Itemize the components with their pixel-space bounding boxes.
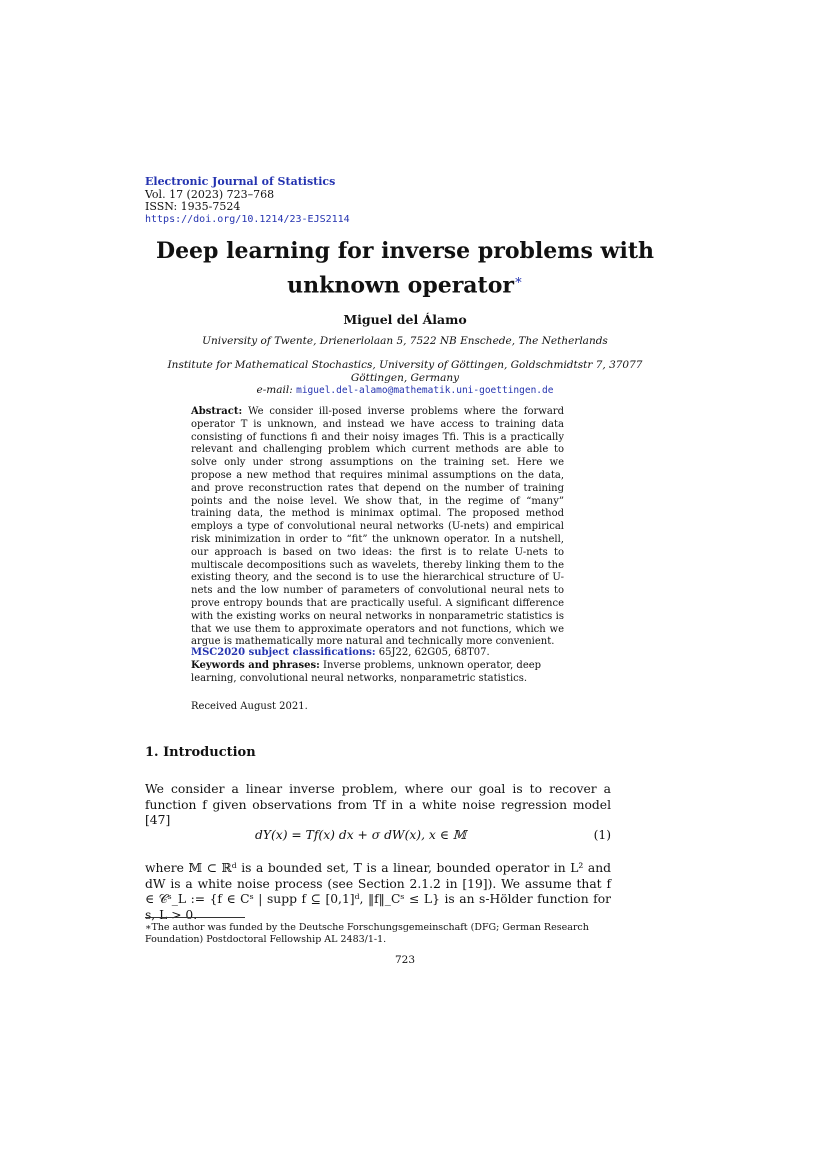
title-line-2: unknown operator [287, 272, 514, 299]
affiliation-2-line-2: Göttingen, Germany [350, 371, 460, 384]
affiliation-1: University of Twente, Drienerlolaan 5, 7522 NB Enschede, The Netherlands [202, 335, 608, 347]
title-footnote-mark[interactable]: ∗ [513, 273, 523, 288]
intro-paragraph-2: where 𝕄 ⊂ ℝᵈ is a bounded set, T is a linear, bounded operator in L² and dW is a white noise process (see Section 2.1.2 in [19]). We assume that f ∈ 𝒞ˢ_L := {f ∈ Cˢ | supp f ⊆ [0,1]ᵈ, ‖f‖_Cˢ ≤ L} is an s-Hölder function for s, L > 0. [145, 861, 611, 922]
msc-codes: 65J22, 62G05, 68T07. [378, 647, 490, 658]
msc-label[interactable]: MSC2020 subject classifications: [191, 647, 376, 658]
abstract-label: Abstract: [191, 406, 243, 417]
intro-paragraph-1: We consider a linear inverse problem, where our goal is to recover a function f given observations from Tf in a white noise regression model [47] [145, 782, 611, 827]
journal-header [145, 176, 350, 226]
journal-name[interactable]: Electronic Journal of Statistics [145, 175, 336, 188]
doi-link[interactable]: https://doi.org/10.1214/23-EJS2114 [145, 213, 350, 225]
equation-text: dY(x) = Tf(x) dx + σ dW(x), x ∈ 𝕄 [255, 828, 467, 842]
affiliation-2-line-1: Institute for Mathematical Stochastics, University of Göttingen, Goldschmidtstr 7, 37077 [167, 359, 643, 371]
keywords: Inverse problems, unknown operator, deep learning, convolutional neural networks, nonparametric statistics. [191, 659, 542, 684]
footnote: ∗The author was funded by the Deutsche Forschungsgemeinschaft (DFG; German Research Foundation) Postdoctoral Fellowship AL 2483/1-1. [145, 922, 589, 945]
paper-title [100, 236, 710, 300]
section-heading: 1. Introduction [145, 745, 256, 760]
volume-pages: Vol. 17 (2023) 723–768 [145, 187, 275, 201]
email-link[interactable]: miguel.del-alamo@mathematik.uni-goettingen.de [296, 385, 554, 396]
email-label: e-mail: [256, 384, 293, 396]
abstract [191, 406, 564, 649]
equation-number: (1) [593, 828, 611, 842]
footnote-rule [145, 917, 245, 918]
classification-block [191, 647, 571, 685]
title-line-1: Deep learning for inverse problems with [155, 238, 655, 264]
author-name: Miguel del Álamo [343, 312, 467, 327]
affiliation-2 [140, 359, 670, 398]
page-number: 723 [394, 954, 416, 966]
abstract-text: We consider ill-posed inverse problems where the forward operator T is unknown, and instead we have access to training data consisting of functions fi and their noisy images Tfi. This is a practically relevant and challenging problem which current methods are able to solve only under strong assumptions on the training set. Here we propose a new method that requires minimal assumptions on the data, and prove reconstruction rates that depend on the number of training points and the noise level. We show that, in the regime of “many” training data, the method is minimax optimal. The proposed method employs a type of convolutional neural networks (U-nets) and empirical risk minimization in order to “fit” the unknown operator. In a nutshell, our approach is based on two ideas: the first is to relate U-nets to multiscale decompositions such as wavelets, thereby linking them to the existing theory, and the second is to use the hierarchical structure of U-nets and the low number of parameters of convolutional neural nets to prove entropy bounds that are practically useful. A significant difference with the existing works on neural networks in nonparametric statistics is that we use them to approximate operators and not functions, which we argue is mathematically more natural and technically more convenient. [191, 406, 564, 648]
keywords-label: Keywords and phrases: [191, 659, 320, 671]
received-date: Received August 2021. [191, 701, 308, 712]
issn: ISSN: 1935-7524 [145, 200, 241, 213]
